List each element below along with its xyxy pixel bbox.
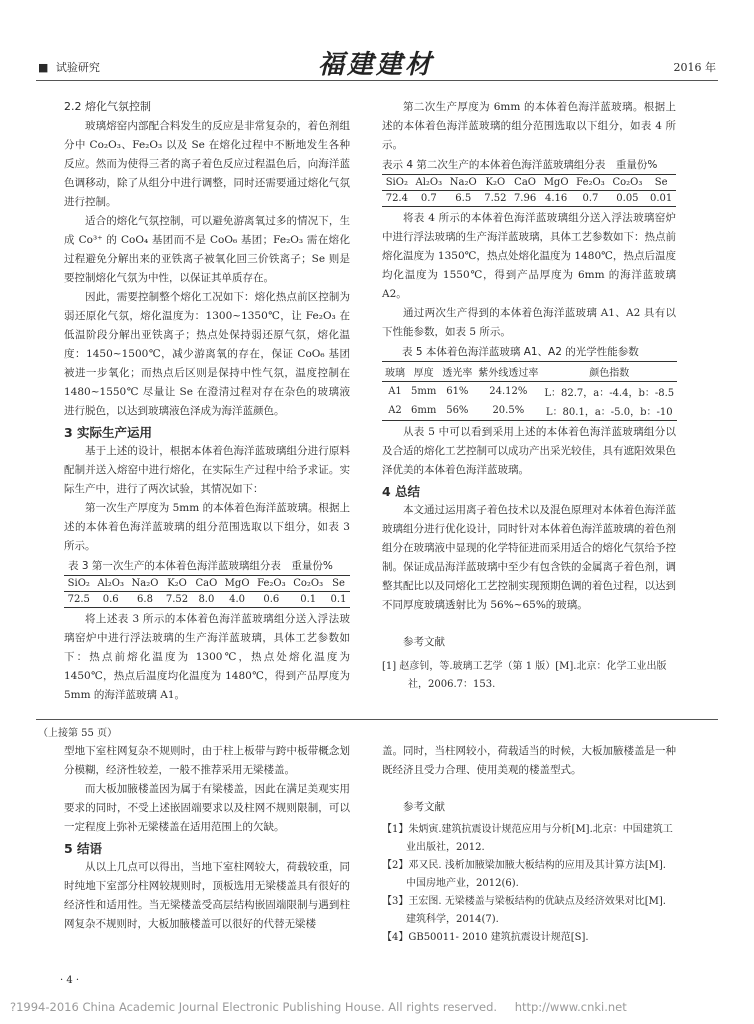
- reference-item: 【1】朱炳寅.建筑抗震设计规范应用与分析[M].北京：中国建筑工业出版社，2012.: [382, 824, 673, 853]
- table-4: [382, 174, 676, 207]
- right-column: [382, 98, 676, 694]
- table-3: [64, 575, 350, 608]
- table-cell: 6.5: [455, 193, 472, 204]
- paragraph: 从以上几点可以得出，当地下室柱网较大，荷载较重，同时纯地下室部分柱网较规则时，顶板选用无梁楼盖具有很好的经济性和适用性。当无梁楼盖受高层结构嵌固端限制与遇到柱网复杂不规则时，大板加腋楼盖可以很好的代替无梁楼: [64, 861, 350, 930]
- table-cell: 61%: [446, 386, 469, 397]
- reference-item: 【4】GB50011- 2010 建筑抗震设计规范[S].: [382, 932, 589, 943]
- references-title: 参考文献: [403, 801, 445, 813]
- table-5: [382, 361, 677, 421]
- table-cell: 0.6: [263, 594, 280, 605]
- table-header-cell: 透光率: [442, 368, 473, 379]
- table-cell: 0.7: [420, 193, 437, 204]
- table-header-cell: 紫外线透过率: [478, 368, 539, 379]
- header-section: [38, 59, 100, 75]
- paragraph: 型地下室柱网复杂不规则时，由于柱上板带与跨中板带概念划分模糊，经济性较差，一般不推荐采用无梁楼盖。: [64, 745, 350, 776]
- table-header-cell: Fe₂O₃: [576, 177, 605, 188]
- table-header-cell: SiO₂: [67, 578, 90, 589]
- paragraph: 将表 4 所示的本体着色海洋蓝玻璃组分送入浮法玻璃窑炉中进行浮法玻璃的生产海洋蓝玻璃，具体工艺参数如下：热点前熔化温度为 1350℃，热点处熔化温度为 1480℃，热点后温度均化温度为 1550℃，得到产品厚度为 6mm 的海洋蓝玻璃 A2。: [382, 212, 676, 300]
- table-cell: 0.7: [582, 193, 599, 204]
- paragraph: 因此，需要控制整个熔化工况如下：熔化热点前区控制为弱还原化气氛，熔化温度为：1300~1350℃，让 Fe₂O₃ 在低温阶段分解出亚铁离子；热点处保持弱还原气氛，熔化温度：1450~1500℃，减少游离氧的存在，保证 CoO₆ 基团被进一步氧化；而热点后区则是保持中性气氛，温度控制在1480~1550℃ 尽量让 Se 在澄清过程对存在杂色的玻璃液进行脱色，以达到玻璃液色泽成为海洋蓝颜色。: [64, 291, 350, 417]
- table-header-cell: Se: [332, 578, 345, 589]
- table-cell: 0.1: [330, 594, 347, 605]
- footer-copyright-line: [10, 1000, 627, 1014]
- table-3-caption: 表 3 第一次生产的本体着色海洋蓝玻璃组分表 重量份%: [68, 560, 333, 572]
- table-header-cell: Co₂O₃: [612, 177, 643, 188]
- header-year: 2016 年: [673, 61, 716, 74]
- table-cell: 24.12%: [489, 386, 528, 397]
- section-4-title: 4 总结: [382, 484, 421, 499]
- table-header-cell: 颜色指数: [589, 368, 630, 379]
- table-header-cell: Al₂O₃: [415, 177, 443, 188]
- header-bullet: ■: [38, 61, 49, 74]
- cnki-url[interactable]: http://www.cnki.net: [514, 1000, 627, 1014]
- table-cell: A1: [388, 386, 402, 397]
- references-title: 参考文献: [403, 636, 445, 648]
- table-header-cell: MgO: [543, 177, 569, 188]
- section-5-title: 5 结语: [64, 841, 103, 856]
- table-cell: 0.1: [300, 594, 317, 605]
- paragraph: 从表 5 中可以看到采用上述的本体着色海洋蓝玻璃组分以及合适的熔化工艺控制可以成功产出采光较佳，具有遮阳效果色泽优美的本体着色海洋蓝玻璃。: [382, 426, 676, 476]
- section-3-title: 3 实际生产运用: [64, 425, 153, 440]
- paragraph: 适合的熔化气氛控制，可以避免游离氧过多的情况下，生成 Co³⁺ 的 CoO₄ 基团而不是 CoO₆ 基团；Fe₂O₃ 需在熔化过程避免分解出来的亚铁离子被氧化回三价铁离子；Se 则是要控制熔化气氛为中性，以保证其单质存在。: [64, 215, 350, 284]
- paragraph: 本文通过运用离子着色技术以及混色原理对本体着色海洋蓝玻璃组分进行优化设计，同时针对本体着色海洋蓝玻璃的着色剂组分在玻璃液中显现的化学特征进而采用适合的熔化气氛给予控制。保证成品海洋蓝玻璃中至少有包含铁的金属离子着色剂，调整其配比以及同熔化工艺控制实现预期色调的着色过程，以达到不同厚度玻璃透射比为 56%~65%的玻璃。: [382, 504, 676, 611]
- table-header-cell: Se: [654, 177, 668, 188]
- table-header-cell: K₂O: [167, 578, 187, 589]
- table-cell: 6.8: [137, 594, 153, 605]
- table-4-caption: 表示 4 第二次生产的本体着色海洋蓝玻璃组分表 重量份%: [382, 159, 658, 171]
- paragraph: 第一次生产厚度为 5mm 的本体着色海洋蓝玻璃。根据上述的本体着色海洋蓝玻璃的组分范围选取以下组分，如表 3 所示。: [64, 502, 350, 552]
- table-header-cell: SiO₂: [385, 177, 408, 188]
- table-cell: 7.52: [484, 193, 507, 204]
- article-separator: [36, 719, 718, 720]
- page-number: · 4 ·: [60, 975, 80, 986]
- table-cell: 4.0: [229, 594, 246, 605]
- table-header-cell: CaO: [195, 578, 218, 589]
- header-rule: [36, 80, 718, 81]
- paragraph: 通过两次生产得到的本体着色海洋蓝玻璃 A1、A2 具有以下性能参数，如表 5 所示。: [382, 307, 676, 338]
- table-cell: 72.4: [385, 193, 408, 204]
- reference-item: [1] 赵彦钊，等.玻璃工艺学（第 1 版）[M].北京：化学工业出版社，2006.7：153.: [382, 661, 667, 690]
- header-section-label: 试验研究: [55, 61, 100, 74]
- table-cell: 20.5%: [492, 405, 525, 416]
- table-header-cell: K₂O: [485, 177, 506, 188]
- reference-item: 【2】邓又民. 浅析加腋梁加腋大板结构的应用及其计算方法[M]. 中国房地产业，2012(6).: [382, 860, 666, 889]
- journal-logo: 福建建材: [318, 50, 435, 80]
- table-cell: L：82.7，a：-4.4，b：-8.5: [544, 388, 675, 399]
- table-cell: 0.01: [650, 193, 673, 204]
- continuation-left-column: [64, 742, 350, 934]
- table-cell: L：80.1，a：-5.0，b：-10: [545, 407, 673, 418]
- table-cell: 8.0: [198, 594, 215, 605]
- left-column: [64, 98, 350, 705]
- paragraph: 玻璃熔窑内部配合料发生的反应是非常复杂的，着色剂组分中 Co₂O₃、Fe₂O₃ 以及 Se 在熔化过程中不断地发生各种反应。然而为使得三者的离子着色反应过程温色后，向海洋蓝色调移动，除了从组分中进行调整，同时还需要通过熔化气氛进行控制。: [64, 120, 350, 208]
- paragraph: 第二次生产厚度为 6mm 的本体着色海洋蓝玻璃。根据上述的本体着色海洋蓝玻璃的组分范围选取以下组分，如表 4 所示。: [382, 101, 676, 151]
- copyright-text: ?1994-2016 China Academic Journal Electronic Publishing House. All rights reserved.: [10, 1000, 498, 1014]
- table-header-cell: Co₂O₃: [293, 578, 324, 589]
- table-cell: 0.6: [102, 594, 119, 605]
- continuation-note: （上接第 55 页）: [38, 728, 118, 739]
- section-2-2-title: 2.2 熔化气氛控制: [64, 100, 151, 113]
- table-cell: 7.96: [513, 193, 537, 204]
- table-cell: 4.16: [544, 193, 568, 204]
- paragraph: 盖。同时，当柱网较小，荷载适当的时候，大板加腋楼盖是一种既经济且受力合理、使用美观的楼盖型式。: [382, 745, 676, 776]
- table-cell: 72.5: [67, 594, 90, 605]
- table-cell: 6mm: [411, 405, 437, 416]
- table-header-cell: Fe₂O₃: [257, 578, 286, 589]
- paragraph: 而大板加腋楼盖因为属于有梁楼盖，因此在满足美观实用要求的同时，不受上述嵌固端要求以及柱网不规则限制，可以一定程度上弥补无梁楼盖在适用范围上的欠缺。: [64, 783, 350, 833]
- table-cell: 5mm: [411, 386, 437, 397]
- table-header-cell: CaO: [514, 177, 536, 188]
- table-header-cell: Na₂O: [131, 578, 159, 589]
- paragraph: 将上述表 3 所示的本体着色海洋蓝玻璃组分送入浮法玻璃窑炉中进行浮法玻璃的生产海洋蓝玻璃，具体工艺参数如下：热点前熔化温度为 1300℃，热点处熔化温度为 1450℃，热点后温度均化温度为 1480℃，得到产品厚度为 5mm 的海洋蓝玻璃 A1。: [64, 613, 350, 701]
- table-header-cell: 厚度: [413, 368, 434, 379]
- table-cell: 0.05: [616, 193, 639, 204]
- table-cell: 7.52: [165, 594, 189, 605]
- reference-item: 【3】王宏图. 无梁楼盖与梁板结构的优缺点及经济效果对比[M]. 建筑科学，2014(7).: [382, 896, 666, 925]
- table-header-cell: MgO: [224, 578, 250, 589]
- table-header-cell: 玻璃: [385, 368, 405, 379]
- continuation-right-column: [382, 742, 676, 947]
- table-header-cell: Al₂O₃: [97, 578, 124, 589]
- table-header-cell: Na₂O: [449, 177, 477, 188]
- table-cell: 56%: [446, 405, 469, 416]
- table-5-caption: 表 5 本体着色海洋蓝玻璃 A1、A2 的光学性能参数: [402, 346, 639, 358]
- paragraph: 基于上述的设计，根据本体着色海洋蓝玻璃组分进行原料配制并送入熔窑中进行熔化，在实际生产过程中给予求证。实际生产中，进行了两次试验，其情况如下：: [64, 445, 350, 495]
- table-cell: A2: [388, 405, 402, 416]
